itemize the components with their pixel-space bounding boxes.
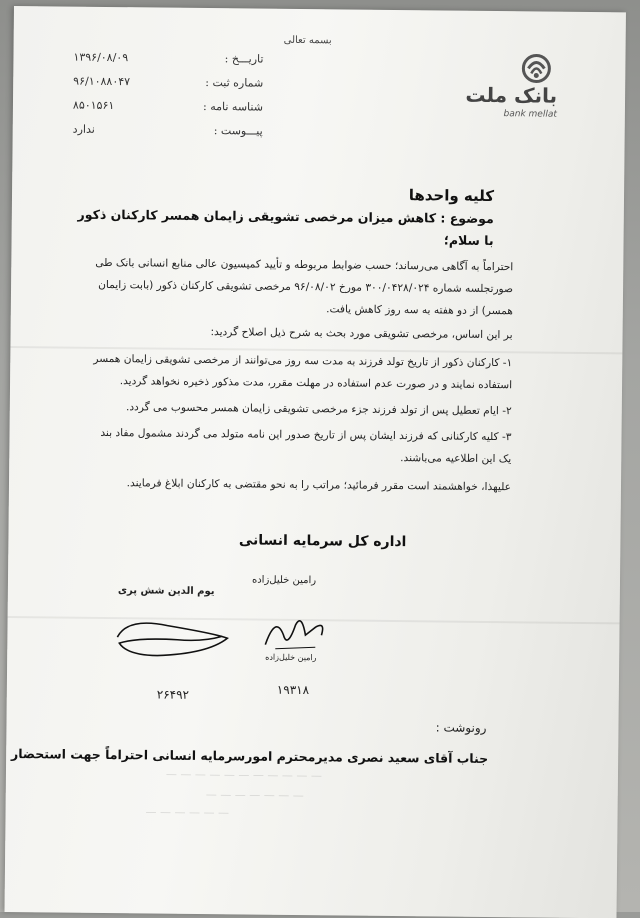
body-line: احتراماً به آگاهی می‌رساند؛ حسب ضوابط مربوطه و تأیید کمیسیون عالی منابع انسانی بانک طی [95,256,514,274]
bleed-through-text: — — — — — — — [205,788,304,803]
body-line: یک این اطلاعیه می‌باشند. [400,452,512,466]
meta-label: شماره ثبت : [205,76,264,90]
subject-line: موضوع : کاهش میزان مرخصی تشویقی زایمان همسر کارکنان ذکور [77,206,494,227]
bank-name-latin: bank mellat [503,109,557,120]
signature-left-icon [107,607,238,668]
body-line: علیهذا، خواهشمند است مقرر فرمائید؛ مراتب را به نحو مقتضی به کارکنان ابلاغ فرمایند. [126,477,512,494]
meta-registration-number [73,75,263,95]
cc-label: رونوشت : [435,720,487,735]
meta-attachment [73,123,263,143]
greeting: با سلام؛ [443,232,494,249]
meta-label: پیـــوست : [213,124,263,138]
letter-page [5,6,626,918]
bismillah-header: بسمه تعالی [283,34,332,47]
signer-right-caption: رامین خلیل‌زاده [265,652,317,663]
cc-recipient: جناب آقای سعید نصری مدیرمحترم امورسرمایه انسانی احتراماً جهت استحضار [10,746,489,767]
bleed-through-text: — — — — — — — — — — — [165,767,322,783]
meta-value: ندارد [72,122,95,136]
meta-letter-id [73,99,263,119]
bank-name-persian: بانک ملت [465,82,558,108]
meta-value: ۱۳۹۶/۰۸/۰۹ [73,50,129,65]
body-line: همسر) از دو هفته به سه روز کاهش یافت. [326,303,513,318]
body-line: استفاده نمایند و در صورت عدم استفاده در مهلت مقرر، مدت مذکور ذخیره نخواهد گردید. [119,375,513,392]
meta-value: ۹۶/۱۰۸۸۰۴۷ [73,74,131,89]
body-line: ۳- کلیه کارکنانی که فرزند ایشان پس از تاریخ صدور این نامه متولد می گردند مشمول مفاد بند [100,426,512,444]
bank-logo [457,53,568,124]
meta-label: شناسه نامه : [202,99,264,114]
meta-value: ۸۵۰۱۵۶۱ [72,98,115,113]
bank-emblem-icon [519,53,553,83]
signer-code-right: ۱۹۳۱۸ [276,682,310,698]
bleed-through-text: — — — — — — [145,805,230,820]
meta-date [73,51,263,71]
body-line: ۱- کارکنان ذکور از تاریخ تولد فرزند به مدت سه روز می‌توانند از مرخصی تشویقی زایمان همسر [93,352,513,370]
signer-code-left: ۲۶۴۹۲ [156,687,190,702]
signer-name-left: یوم الدین شش پری [117,585,215,598]
body-line: بر این اساس، مرخصی تشویقی مورد بحث به شرح ذیل اصلاح گردید: [210,326,513,342]
signer-name-right: رامین خلیل‌زاده [251,574,317,587]
body-line: صورتجلسه شماره ۳۰۰/۰۴۲۸/۰۲۴ مورخ ۹۶/۰۸/۰۲ مرخصی تشویقی کارکنان ذکور (بابت زایمان [98,278,514,296]
body-line: ۲- ایام تعطیل پس از تولد فرزند جزء مرخصی تشویقی زایمان همسر محسوب می گردد. [125,401,512,418]
meta-label: تاریـــخ : [224,52,264,66]
signing-department: اداره کل سرمایه انسانی [238,532,407,551]
addressee: کلیه واحدها [408,186,495,206]
